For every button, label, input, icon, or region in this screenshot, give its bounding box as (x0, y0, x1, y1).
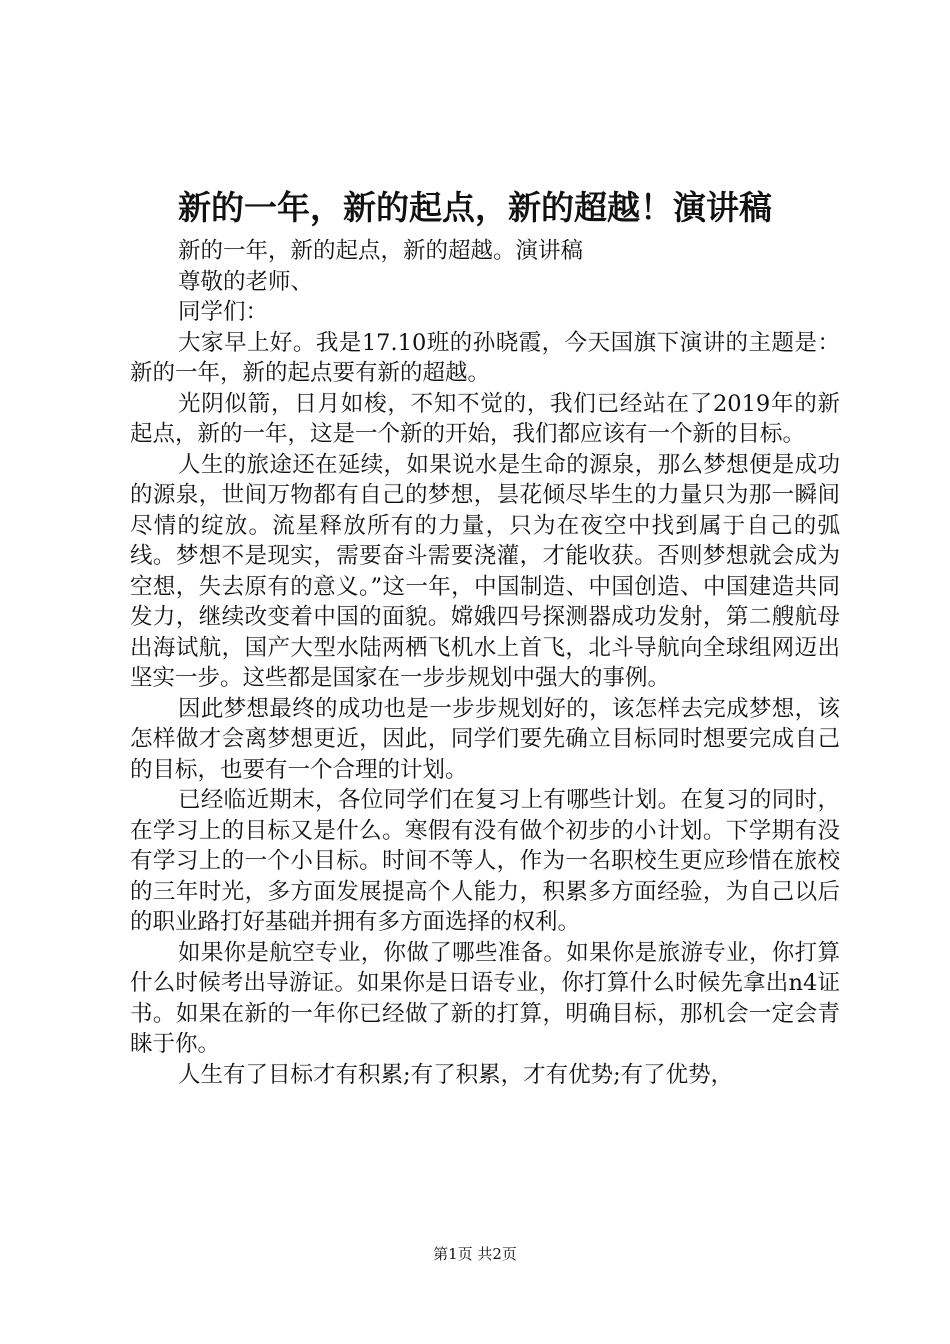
document-body (130, 236, 840, 1090)
paragraph: 大家早上好。我是17.10班的孙晓霞，今天国旗下演讲的主题是：新的一年，新的起点要有新的超越。 (130, 329, 840, 386)
paragraph: 新的一年，新的起点，新的超越。演讲稿 (178, 238, 584, 264)
paragraph: 如果你是航空专业，你做了哪些准备。如果你是旅游专业，你打算什么时候考出导游证。如果你是日语专业，你打算什么时候先拿出n4证书。如果在新的一年你已经做了新的打算，明确目标，那机会一定会青睐于你。 (130, 939, 840, 1057)
paragraph: 同学们： (178, 299, 269, 325)
document-title: 新的一年，新的起点，新的超越！演讲稿 (178, 188, 772, 227)
paragraph: 已经临近期末，各位同学们在复习上有哪些计划。在复习的同时，在学习上的目标又是什么。寒假有没有做个初步的小计划。下学期有没有学习上的一个小目标。时间不等人，作为一名职校生更应珍惜在旅校的三年时光，多方面发展提高个人能力，积累多方面经验，为自己以后的职业路打好基础并拥有多方面选择的权利。 (130, 787, 840, 935)
paragraph: 人生有了目标才有积累;有了积累，才有优势;有了优势， (178, 1061, 734, 1088)
page-number-footer: 第1页 共2页 (433, 1245, 517, 1263)
paragraph: 人生的旅途还在延续，如果说水是生命的源泉，那么梦想便是成功的源泉，世间万物都有自己的梦想，昙花倾尽毕生的力量只为那一瞬间尽情的绽放。流星释放所有的力量，只为在夜空中找到属于自己的弧线。梦想不是现实，需要奋斗需要浇灌，才能收获。否则梦想就会成为空想，失去原有的意义。”这一年，中国制造、中国创造、中国建造共同发力，继续改变着中国的面貌。嫦娥四号探测器成功发射，第二艘航母出海试航，国产大型水陆两栖飞机水上首飞，北斗导航向全球组网迈出坚实一步。这些都是国家在一步步规划中强大的事例。 (130, 451, 840, 691)
paragraph: 尊敬的老师、 (178, 268, 314, 295)
paragraph: 光阴似箭，日月如梭，不知不觉的，我们已经站在了2019年的新起点，新的一年，这是一个新的开始，我们都应该有一个新的目标。 (130, 390, 840, 447)
paragraph: 因此梦想最终的成功也是一步步规划好的，该怎样去完成梦想，该怎样做才会离梦想更近，因此，同学们要先确立目标同时想要完成自己的目标，也要有一个合理的计划。 (130, 695, 840, 783)
